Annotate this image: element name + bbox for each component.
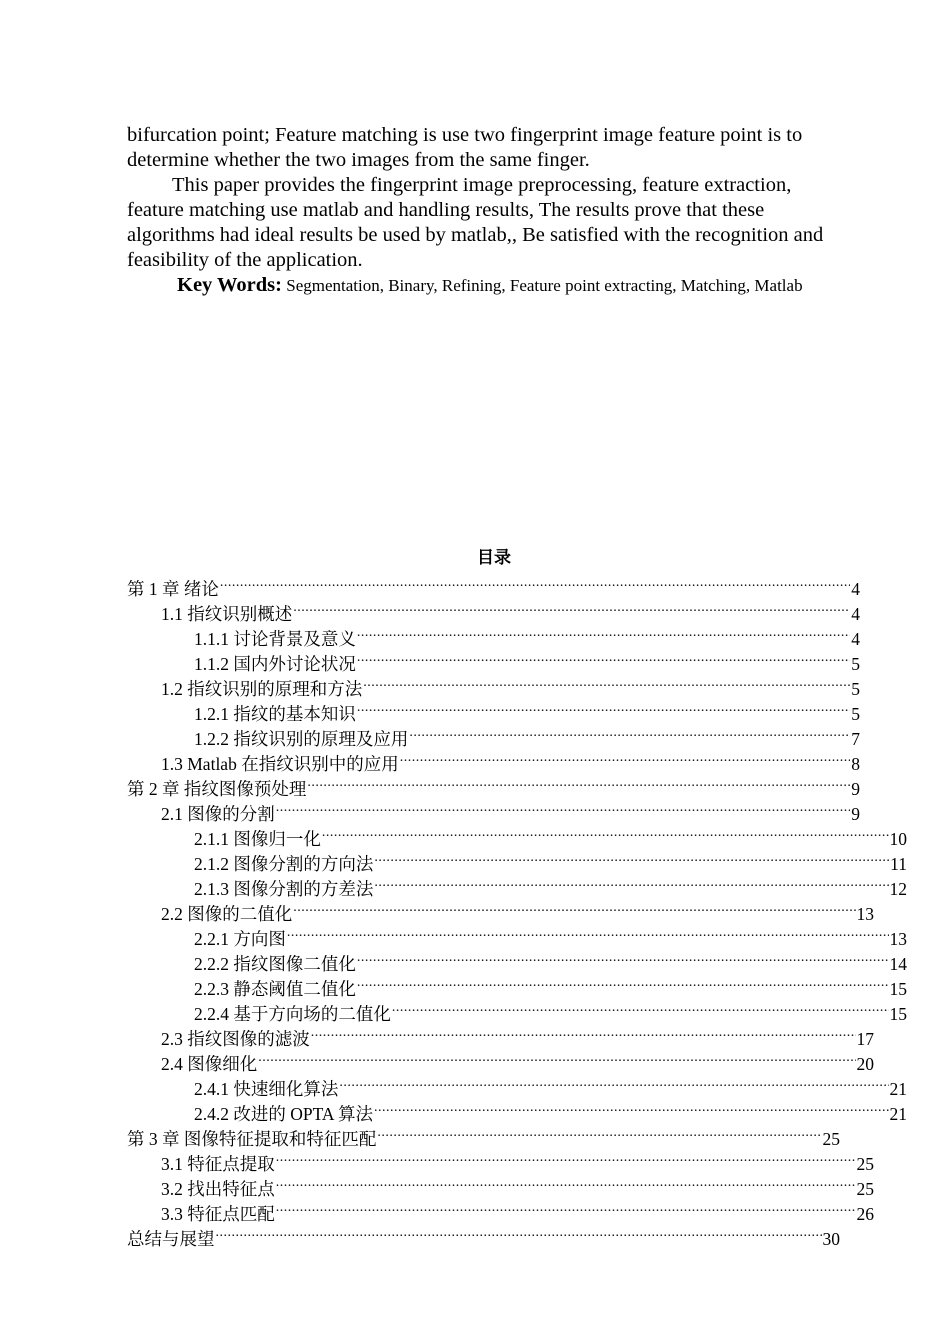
toc-entry-text: 第 1 章 绪论: [127, 579, 219, 599]
toc-entry-text: 2.1.3 图像分割的方差法: [194, 879, 374, 899]
toc-entry-text: 1.2 指纹识别的原理和方法: [161, 679, 363, 699]
toc-page-number: 8: [851, 754, 860, 774]
toc-leader: [307, 770, 850, 795]
toc-page-number: 13: [856, 904, 874, 924]
table-of-contents: [127, 570, 907, 1249]
toc-entry-text: 3.1 特征点提取: [161, 1154, 275, 1174]
toc-leader: [216, 1220, 822, 1245]
toc-page-number: 9: [851, 804, 860, 824]
toc-leader: [363, 670, 850, 695]
toc-leader: [357, 970, 889, 995]
toc-leader: [377, 1120, 821, 1145]
toc-entry-text: 1.2.1 指纹的基本知识: [194, 704, 356, 724]
toc-entry-text: 2.2.4 基于方向场的二值化: [194, 1004, 391, 1024]
toc-page-number: 10: [889, 829, 907, 849]
toc-page-number: 11: [890, 854, 907, 874]
toc-entry[interactable]: [127, 570, 860, 599]
toc-page-number: 13: [889, 929, 907, 949]
toc-entry-text: 2.3 指纹图像的滤波: [161, 1029, 310, 1049]
toc-entry-text: 2.1.2 图像分割的方向法: [194, 854, 374, 874]
toc-page-number: 14: [889, 954, 907, 974]
toc-leader: [392, 995, 889, 1020]
toc-entry-text: 3.2 找出特征点: [161, 1179, 275, 1199]
toc-entry-text: 2.2 图像的二值化: [161, 904, 293, 924]
toc-leader: [374, 845, 889, 870]
toc-leader: [409, 720, 850, 745]
toc-entry-text: 第 3 章 图像特征提取和特征匹配: [127, 1129, 377, 1149]
toc-entry-text: 1.2.2 指纹识别的原理及应用: [194, 729, 409, 749]
abstract-section: [127, 123, 852, 273]
toc-entry-text: 第 2 章 指纹图像预处理: [127, 779, 307, 799]
toc-page-number: 25: [856, 1154, 874, 1174]
toc-leader: [374, 1095, 889, 1120]
toc-entry-text: 1.3 Matlab 在指纹识别中的应用: [161, 754, 399, 774]
toc-page-number: 5: [851, 654, 860, 674]
toc-page-number: 15: [889, 1004, 907, 1024]
toc-entry-text: 1.1 指纹识别概述: [161, 604, 293, 624]
toc-page-number: 17: [856, 1029, 874, 1049]
toc-page-number: 26: [856, 1204, 874, 1224]
toc-entry-text: 2.4.1 快速细化算法: [194, 1079, 339, 1099]
toc-page-number: 4: [851, 579, 860, 599]
toc-page-number: 5: [851, 679, 860, 699]
toc-page-number: 5: [851, 704, 860, 724]
toc-entry[interactable]: [127, 1220, 840, 1249]
toc-page-number: 25: [856, 1179, 874, 1199]
toc-leader: [357, 695, 850, 720]
keywords-label: Key Words:: [177, 274, 282, 296]
toc-leader: [322, 820, 889, 845]
toc-leader: [374, 870, 888, 895]
toc-entry-text: 2.2.2 指纹图像二值化: [194, 954, 356, 974]
toc-entry[interactable]: [127, 595, 860, 624]
toc-entry-text: 总结与展望: [127, 1229, 215, 1249]
toc-leader: [293, 895, 855, 920]
toc-leader: [357, 645, 850, 670]
toc-leader: [276, 1170, 856, 1195]
toc-leader: [311, 1020, 856, 1045]
toc-page-number: 4: [851, 629, 860, 649]
toc-leader: [293, 595, 850, 620]
toc-page-number: 21: [889, 1079, 907, 1099]
toc-page-number: 25: [822, 1129, 840, 1149]
toc-page-number: 21: [889, 1104, 907, 1124]
toc-page-number: 4: [851, 604, 860, 624]
toc-page-number: 12: [889, 879, 907, 899]
toc-leader: [400, 745, 851, 770]
abstract-paragraph-2: This paper provides the fingerprint image preprocessing, feature extraction, feature matching use matlab and handling results, The results prove that these algorithms had ideal results be used by matlab,, Be satisfied with the recognition and feasibility of the application.: [127, 174, 824, 271]
toc-page-number: 7: [851, 729, 860, 749]
toc-leader: [258, 1045, 855, 1070]
toc-leader: [287, 920, 889, 945]
toc-page-number: 30: [822, 1229, 840, 1249]
toc-entry-text: 1.1.2 国内外讨论状况: [194, 654, 356, 674]
toc-page-number: 9: [851, 779, 860, 799]
toc-page-number: 20: [856, 1054, 874, 1074]
abstract-paragraph-1: bifurcation point; Feature matching is use two fingerprint image feature point is to determine whether the two images from the same finger.: [127, 124, 803, 171]
toc-entry-text: 2.2.1 方向图: [194, 929, 286, 949]
toc-page-number: 15: [889, 979, 907, 999]
toc-entry-text: 2.4 图像细化: [161, 1054, 258, 1074]
keywords-line: [127, 273, 852, 298]
keywords-text: Segmentation, Binary, Refining, Feature point extracting, Matching, Matlab: [281, 276, 803, 295]
toc-entry-text: 2.4.2 改进的 OPTA 算法: [194, 1104, 373, 1124]
toc-entry-text: 2.2.3 静态阈值二值化: [194, 979, 356, 999]
toc-entry-text: 2.1.1 图像归一化: [194, 829, 321, 849]
toc-entry-text: 2.1 图像的分割: [161, 804, 275, 824]
toc-leader: [357, 620, 850, 645]
toc-leader: [276, 1195, 856, 1220]
toc-title: 目录: [477, 548, 511, 568]
toc-entry-text: 3.3 特征点匹配: [161, 1204, 275, 1224]
toc-leader: [339, 1070, 888, 1095]
toc-entry-text: 1.1.1 讨论背景及意义: [194, 629, 356, 649]
toc-leader: [357, 945, 889, 970]
toc-leader: [276, 795, 851, 820]
toc-leader: [220, 570, 850, 595]
toc-leader: [276, 1145, 856, 1170]
